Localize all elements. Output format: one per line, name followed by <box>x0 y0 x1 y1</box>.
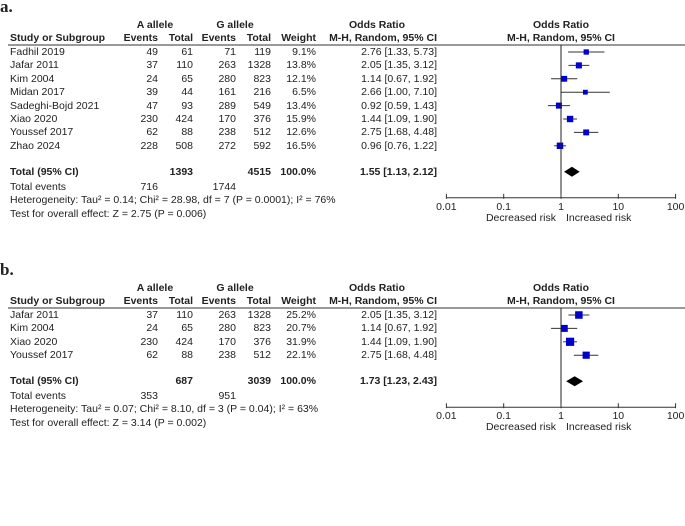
total-g-total: 4515 <box>247 165 271 178</box>
study-marker <box>567 116 573 122</box>
study-marker <box>561 325 568 332</box>
total-a-events: 353 <box>140 390 158 403</box>
a-total: 424 <box>175 335 193 348</box>
study-marker <box>583 352 590 359</box>
study-marker <box>583 90 588 95</box>
study-name: Jafar 2011 <box>10 309 59 321</box>
a-events: 47 <box>146 99 158 112</box>
study-weight: 15.9% <box>286 113 316 125</box>
a-total: 88 <box>181 349 193 362</box>
a-total: 44 <box>181 86 193 99</box>
overall-effect: Test for overall effect: Z = 3.14 (P = 0.002) <box>10 417 207 430</box>
study-name: Jafar 2011 <box>10 59 59 72</box>
x-tick-label: 100 <box>666 410 685 423</box>
study-marker <box>575 311 583 319</box>
study-name: Xiao 2020 <box>10 335 58 348</box>
total-ci: 1.73 [1.23, 2.43] <box>359 375 437 388</box>
study-weight: 12.6% <box>286 126 316 139</box>
study-weight: 20.7% <box>286 322 316 335</box>
study-marker <box>557 143 563 149</box>
study-name: Xiao 2020 <box>10 113 58 125</box>
a-total: 65 <box>181 72 193 85</box>
g-total: 512 <box>253 126 271 139</box>
g-events: 238 <box>218 349 236 362</box>
g-events: 263 <box>218 59 236 72</box>
total-label: Total (95% CI) <box>10 165 79 178</box>
study-marker <box>566 338 574 346</box>
g-total: 216 <box>253 86 271 99</box>
total-a-total: 687 <box>175 375 193 388</box>
a-events: 228 <box>140 139 158 152</box>
study-ci: 0.92 [0.59, 1.43] <box>361 99 437 112</box>
header-weight: Weight <box>281 32 316 44</box>
header-odds-ratio: Odds Ratio <box>348 282 405 294</box>
total-events-label: Total events <box>10 180 67 193</box>
x-tick-label: 1 <box>558 410 564 423</box>
g-events: 71 <box>224 46 236 58</box>
study-name: Kim 2004 <box>10 322 55 335</box>
g-events: 280 <box>218 72 236 85</box>
study-ci: 0.96 [0.76, 1.22] <box>361 139 437 152</box>
study-ci: 2.66 [1.00, 7.10] <box>361 86 437 99</box>
decreased-risk-label: Decreased risk <box>485 211 556 224</box>
header-study: Study or Subgroup <box>10 32 106 44</box>
overall-effect: Test for overall effect: Z = 2.75 (P = 0.006) <box>10 207 207 220</box>
header-plot-method: M-H, Random, 95% CI <box>507 295 615 307</box>
study-weight: 22.1% <box>286 349 316 362</box>
study-weight: 6.5% <box>292 86 316 99</box>
study-name: Kim 2004 <box>10 72 55 85</box>
study-weight: 31.9% <box>286 335 316 348</box>
header-method: M-H, Random, 95% CI <box>329 295 437 307</box>
study-name: Fadhil 2019 <box>10 46 65 58</box>
study-ci: 2.76 [1.33, 5.73] <box>361 46 437 58</box>
g-events: 238 <box>218 126 236 139</box>
a-events: 230 <box>140 335 158 348</box>
header-a-events: Events <box>123 32 158 44</box>
a-total: 508 <box>175 139 193 152</box>
study-weight: 13.8% <box>286 59 316 72</box>
a-events: 49 <box>146 46 158 58</box>
a-events: 62 <box>146 126 158 139</box>
x-tick-label: 10 <box>612 410 625 423</box>
study-ci: 2.75 [1.68, 4.48] <box>361 126 437 139</box>
a-total: 88 <box>181 126 193 139</box>
study-marker <box>583 129 589 135</box>
header-a-total: Total <box>168 295 193 307</box>
header-a-total: Total <box>168 32 193 44</box>
total-label: Total (95% CI) <box>10 375 79 388</box>
study-weight: 16.5% <box>286 139 316 152</box>
header-odds-ratio: Odds Ratio <box>348 19 405 31</box>
g-total: 1328 <box>247 59 271 72</box>
g-events: 280 <box>218 322 236 335</box>
g-total: 376 <box>253 335 271 348</box>
header-method: M-H, Random, 95% CI <box>329 32 437 44</box>
header-plot-title: Odds Ratio <box>532 19 589 31</box>
panel-label: a. <box>0 0 13 16</box>
x-tick-label: 0.1 <box>496 200 511 213</box>
x-tick-label: 100 <box>666 200 685 213</box>
g-events: 161 <box>218 86 236 99</box>
header-study: Study or Subgroup <box>10 295 106 307</box>
g-events: 289 <box>218 99 236 112</box>
header-g-total: Total <box>246 295 271 307</box>
study-marker <box>561 76 567 82</box>
pooled-diamond <box>564 167 580 177</box>
study-marker <box>584 49 589 54</box>
study-ci: 1.14 [0.67, 1.92] <box>361 322 437 335</box>
study-ci: 2.75 [1.68, 4.48] <box>361 349 437 362</box>
total-g-total: 3039 <box>247 375 271 388</box>
pooled-diamond <box>566 376 583 386</box>
a-total: 110 <box>176 309 193 321</box>
g-total: 1328 <box>247 309 271 321</box>
a-events: 39 <box>146 86 158 99</box>
a-events: 37 <box>146 309 158 321</box>
x-tick-label: 1 <box>558 200 564 213</box>
study-weight: 12.1% <box>286 72 316 85</box>
total-a-total: 1393 <box>169 165 193 178</box>
heterogeneity: Heterogeneity: Tau² = 0.14; Chi² = 28.98, df = 7 (P = 0.0001); I² = 76% <box>10 193 336 206</box>
study-ci: 1.14 [0.67, 1.92] <box>361 72 437 85</box>
x-tick-label: 0.1 <box>496 410 511 423</box>
header-plot-title: Odds Ratio <box>532 282 589 294</box>
study-ci: 2.05 [1.35, 3.12] <box>361 309 437 321</box>
study-name: Zhao 2024 <box>10 139 61 152</box>
study-name: Midan 2017 <box>10 86 65 99</box>
total-weight: 100.0% <box>280 165 316 178</box>
g-total: 376 <box>253 113 271 125</box>
a-events: 24 <box>146 322 158 335</box>
panel-label: b. <box>0 260 14 279</box>
x-tick-label: 0.01 <box>436 200 457 213</box>
header-a-allele: A allele <box>136 19 174 31</box>
x-tick-label: 0.01 <box>436 410 457 423</box>
g-total: 592 <box>253 139 271 152</box>
a-events: 230 <box>140 113 158 125</box>
g-total: 119 <box>254 46 271 58</box>
study-ci: 2.05 [1.35, 3.12] <box>361 59 437 72</box>
a-total: 93 <box>181 99 193 112</box>
total-a-events: 716 <box>140 180 158 193</box>
g-events: 263 <box>218 309 236 321</box>
study-weight: 25.2% <box>286 309 316 321</box>
a-total: 65 <box>181 322 193 335</box>
g-total: 549 <box>253 99 271 112</box>
header-a-allele: A allele <box>136 282 174 294</box>
heterogeneity: Heterogeneity: Tau² = 0.07; Chi² = 8.10, df = 3 (P = 0.04); I² = 63% <box>10 403 319 416</box>
total-ci: 1.55 [1.13, 2.12] <box>359 165 437 178</box>
decreased-risk-label: Decreased risk <box>485 421 556 434</box>
study-weight: 9.1% <box>292 46 316 58</box>
g-events: 170 <box>218 113 236 125</box>
a-total: 110 <box>176 59 193 72</box>
g-events: 170 <box>218 335 236 348</box>
header-g-events: Events <box>201 32 236 44</box>
g-total: 823 <box>253 72 271 85</box>
a-total: 61 <box>181 46 193 58</box>
a-total: 424 <box>175 113 193 125</box>
header-g-allele: G allele <box>216 282 254 294</box>
header-g-allele: G allele <box>216 19 254 31</box>
g-total: 823 <box>253 322 271 335</box>
a-events: 62 <box>146 349 158 362</box>
total-events-label: Total events <box>10 390 67 403</box>
total-g-events: 951 <box>218 390 236 403</box>
study-marker <box>576 62 582 68</box>
header-g-total: Total <box>246 32 271 44</box>
header-weight: Weight <box>281 295 316 307</box>
header-plot-method: M-H, Random, 95% CI <box>507 32 615 44</box>
header-g-events: Events <box>201 295 236 307</box>
total-weight: 100.0% <box>280 375 316 388</box>
forest-plot-b <box>0 260 685 526</box>
study-name: Sadeghi-Bojd 2021 <box>10 99 100 112</box>
study-ci: 1.44 [1.09, 1.90] <box>361 113 437 125</box>
g-events: 272 <box>218 139 236 152</box>
g-total: 512 <box>253 349 271 362</box>
increased-risk-label: Increased risk <box>566 421 632 434</box>
increased-risk-label: Increased risk <box>566 211 632 224</box>
header-a-events: Events <box>123 295 158 307</box>
total-g-events: 1744 <box>212 180 236 193</box>
a-events: 24 <box>146 72 158 85</box>
study-name: Youssef 2017 <box>10 349 74 362</box>
x-tick-label: 10 <box>612 200 625 213</box>
study-ci: 1.44 [1.09, 1.90] <box>361 335 437 348</box>
study-weight: 13.4% <box>286 99 316 112</box>
a-events: 37 <box>146 59 158 72</box>
study-name: Youssef 2017 <box>10 126 74 139</box>
